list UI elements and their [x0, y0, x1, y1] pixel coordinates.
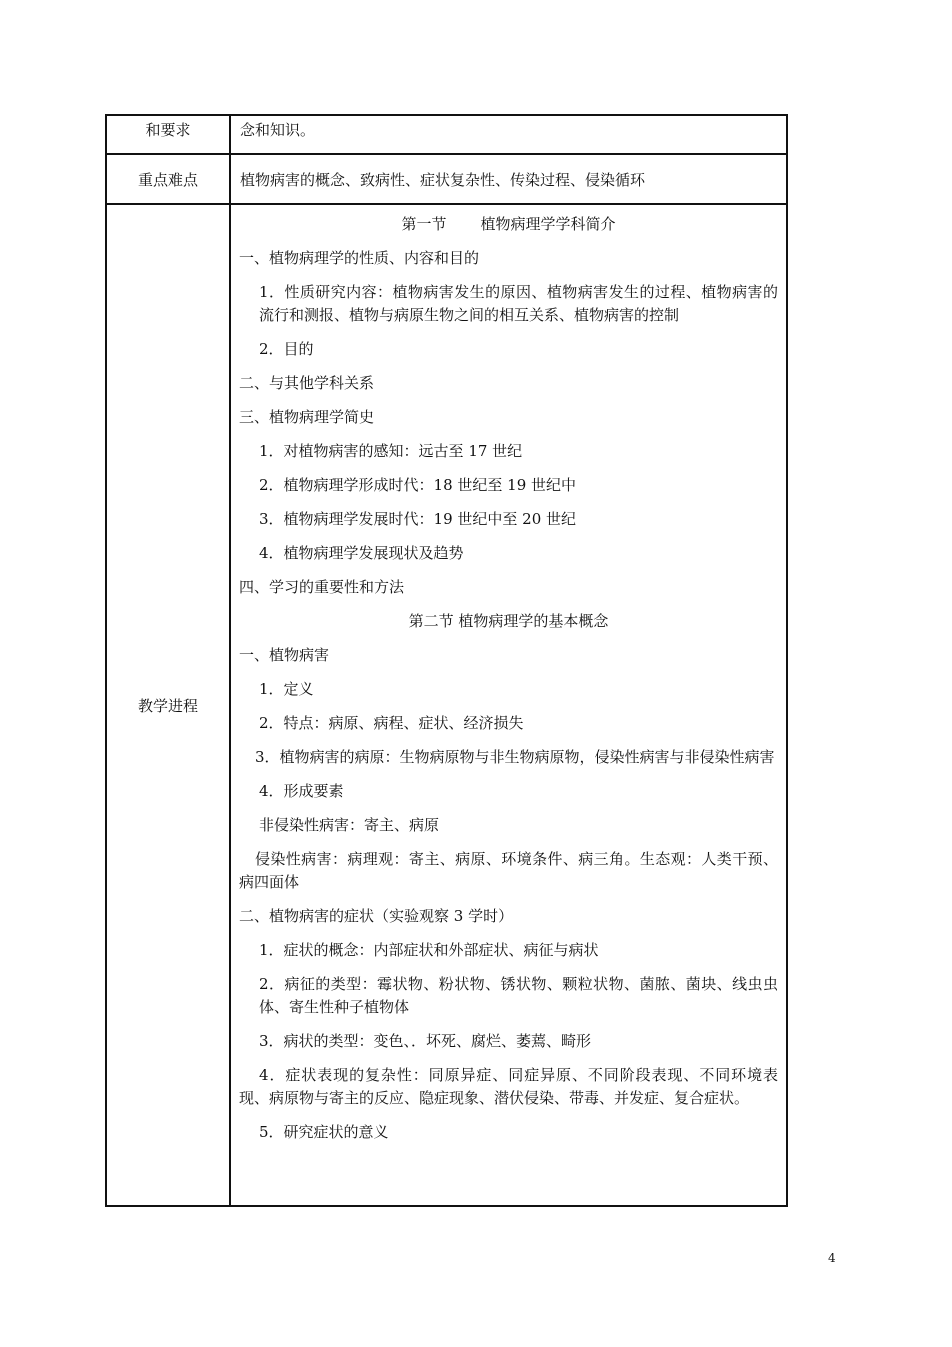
outline-heading: 三、植物病理学简史	[239, 408, 375, 426]
outline-item: 3．植物病理学发展时代：19 世纪中至 20 世纪	[259, 510, 577, 528]
outline-heading: 一、植物病害	[239, 646, 330, 664]
key-points-row	[106, 154, 787, 204]
outline-item: 2．特点：病原、病程、症状、经济损失	[259, 714, 524, 732]
section1-number: 第一节	[401, 215, 447, 233]
teaching-progress-content-cell	[230, 204, 787, 1206]
teaching-progress-label-cell	[106, 204, 230, 1206]
outline-heading: 二、与其他学科关系	[239, 374, 375, 392]
requirements-label: 和要求	[145, 121, 191, 139]
teaching-progress-content	[231, 205, 786, 1163]
requirements-content-cell	[230, 115, 787, 154]
section1-name: 植物病理学学科简介	[480, 215, 616, 233]
requirements-text: 念和知识。	[240, 121, 316, 139]
outline-item: 1．症状的概念：内部症状和外部症状、病征与病状	[259, 941, 599, 959]
key-points-text: 植物病害的概念、致病性、症状复杂性、传染过程、侵染循环	[240, 170, 646, 189]
outline-item: 3．病状的类型：变色、．坏死、腐烂、萎蔫、畸形	[259, 1032, 592, 1050]
teaching-progress-row	[106, 204, 787, 1206]
outline-item: 4．形成要素	[259, 782, 344, 800]
key-points-content-cell	[230, 154, 787, 204]
outline-item: 侵染性病害：病理观：寄主、病原、环境条件、病三角。生态观：人类干预、病四面体	[239, 850, 778, 891]
outline-item: 4．症状表现的复杂性：同原异症、同症异原、不同阶段表现、不同环境表现、病原物与寄主的反应、隐症现象、潜伏侵染、带毒、并发症、复合症状。	[239, 1066, 778, 1107]
outline-item: 2．植物病理学形成时代：18 世纪至 19 世纪中	[259, 476, 577, 494]
outline-item: 1．定义	[259, 680, 314, 698]
outline-item: 2．病征的类型：霉状物、粉状物、锈状物、颗粒状物、菌脓、菌块、线虫虫体、寄生性种子植物体	[259, 975, 778, 1016]
section2-title: 第二节 植物病理学的基本概念	[408, 612, 609, 630]
outline-item: 2．目的	[259, 340, 314, 358]
key-points-label-cell	[106, 154, 230, 204]
outline-item: 5．研究症状的意义	[259, 1123, 389, 1141]
outline-item: 非侵染性病害：寄主、病原	[259, 816, 440, 834]
outline-heading: 一、植物病理学的性质、内容和目的	[239, 249, 480, 267]
outline-heading: 四、学习的重要性和方法	[239, 578, 405, 596]
key-points-label: 重点难点	[137, 170, 198, 189]
page-number: 4	[828, 1251, 836, 1265]
outline-heading: 二、植物病害的症状（实验观察 3 学时）	[239, 907, 514, 925]
requirements-row	[106, 115, 787, 154]
outline-item: 1．性质研究内容：植物病害发生的原因、植物病害发生的过程、植物病害的流行和测报、植物与病原生物之间的相互关系、植物病害的控制	[259, 283, 778, 324]
course-plan-table	[105, 114, 788, 1207]
section1-title	[239, 213, 778, 236]
teaching-progress-label: 教学进程	[137, 696, 198, 715]
outline-item: 3．植物病害的病原：生物病原物与非生物病原物，侵染性病害与非侵染性病害	[255, 748, 775, 766]
requirements-label-cell	[106, 115, 230, 154]
outline-item: 4．植物病理学发展现状及趋势	[259, 544, 464, 562]
outline-item: 1．对植物病害的感知：远古至 17 世纪	[259, 442, 523, 460]
